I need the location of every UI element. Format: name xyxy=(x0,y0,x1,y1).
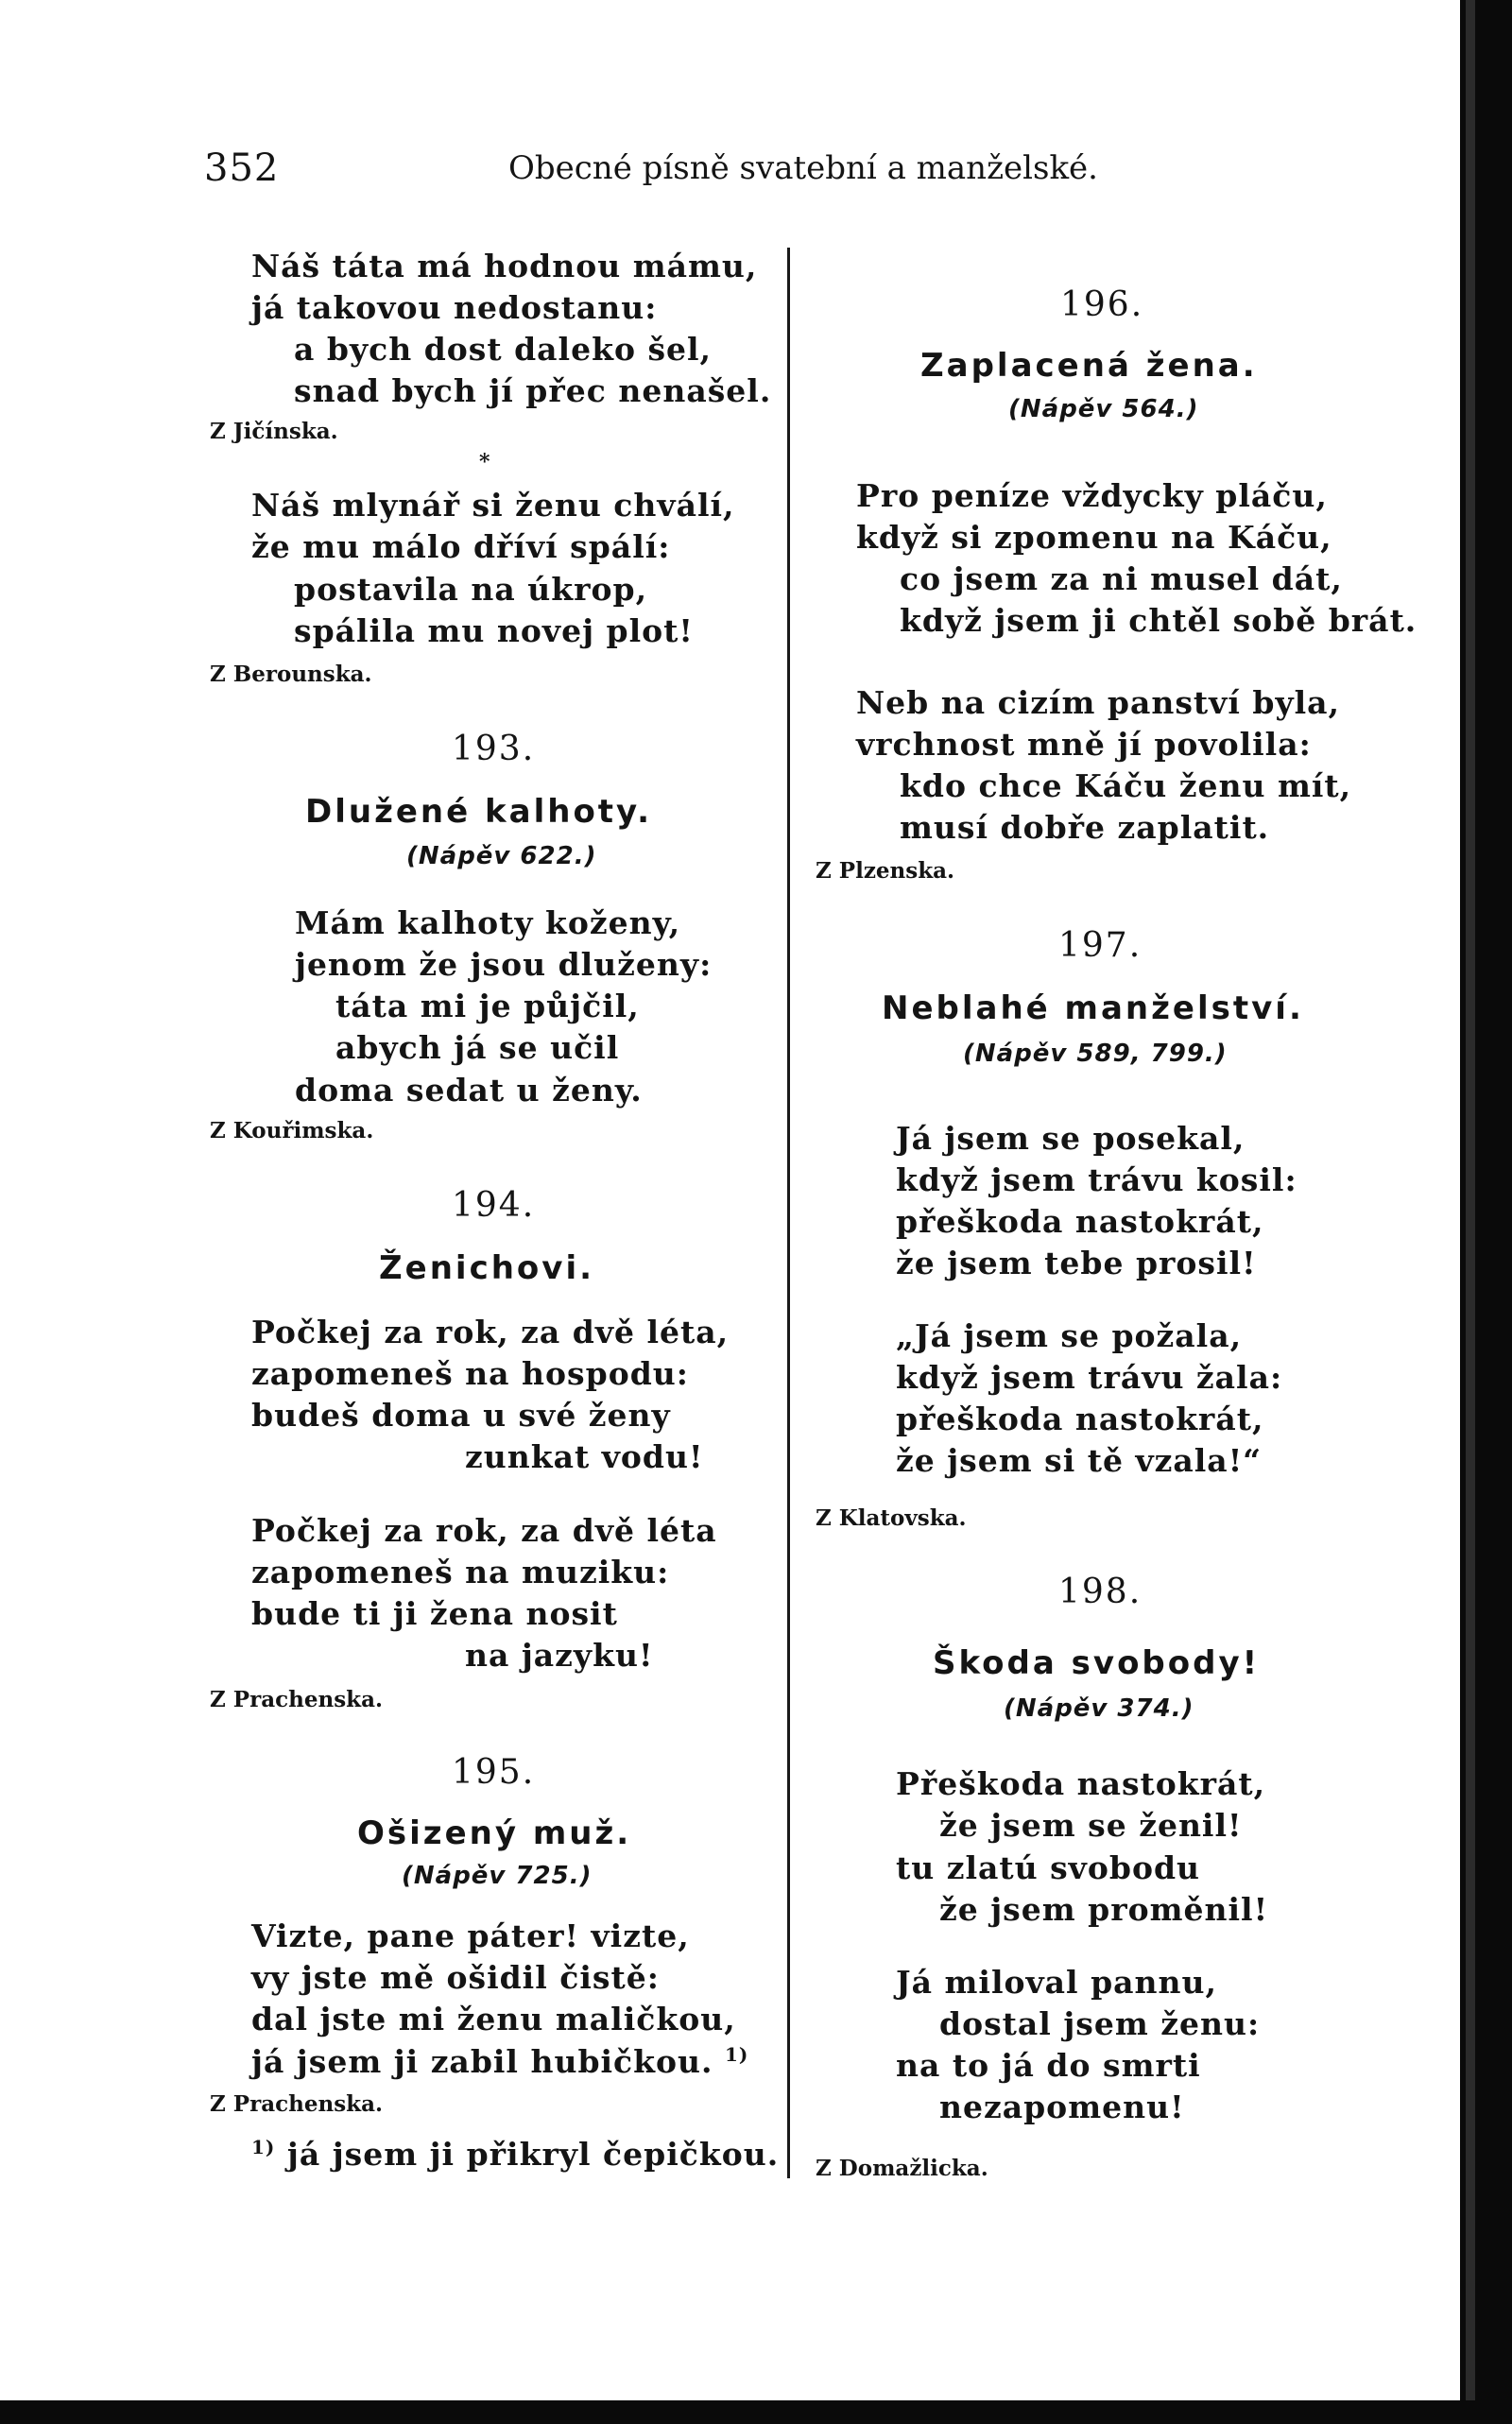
verse-line: kdo chce Káču ženu mít, xyxy=(900,767,1352,804)
verse-line: Mám kalhoty koženy, xyxy=(295,904,681,941)
verse-line: dal jste mi ženu maličkou, xyxy=(251,2001,736,2037)
region-source: Z Prachenska. xyxy=(210,1687,383,1712)
verse-line: vrchnost mně jí povolila: xyxy=(856,726,1312,763)
verse-line: já takovou nedostanu: xyxy=(251,289,658,326)
song-number: 193. xyxy=(452,730,536,768)
footnote-number: 1) xyxy=(251,2136,276,2158)
verse-line: vy jste mě ošidil čistě: xyxy=(251,1959,660,1996)
verse-line: nezapomenu! xyxy=(939,2089,1185,2125)
verse-line: Já jsem se posekal, xyxy=(896,1120,1246,1157)
verse-line: že mu málo dříví spálí: xyxy=(251,528,671,565)
verse-line xyxy=(251,2043,749,2080)
song-number: 198. xyxy=(1058,1573,1143,1611)
verse-line: zapomeneš na hospodu: xyxy=(251,1355,689,1392)
verse-line: dostal jsem ženu: xyxy=(939,2005,1261,2042)
verse-line: když si zpomenu na Káču, xyxy=(856,519,1332,556)
verse-line: že jsem si tě vzala!“ xyxy=(896,1442,1263,1479)
verse-line: jenom že jsou dluženy: xyxy=(295,946,713,983)
verse-line: zunkat vodu! xyxy=(465,1438,704,1475)
verse-line: tu zlatú svobodu xyxy=(896,1849,1201,1886)
verse-line: budeš doma u své ženy xyxy=(251,1397,671,1434)
verse-line: když jsem trávu kosil: xyxy=(896,1161,1297,1198)
song-number: 197. xyxy=(1058,926,1143,965)
verse-line: musí dobře zaplatit. xyxy=(900,809,1270,846)
region-source: Z Plzenska. xyxy=(816,858,955,884)
song-title: Ošizený muž. xyxy=(357,1814,632,1852)
verse-line: a bych dost daleko šel, xyxy=(294,331,713,368)
verse-line: když jsem trávu žala: xyxy=(896,1359,1283,1396)
region-source: Z Prachenska. xyxy=(210,2091,383,2117)
verse-line: na jazyku! xyxy=(465,1637,654,1674)
song-number: 195. xyxy=(452,1753,536,1792)
verse-line: Počkej za rok, za dvě léta, xyxy=(251,1314,730,1350)
verse-line: zapomeneš na muziku: xyxy=(251,1554,670,1590)
verse-line: že jsem tebe prosil! xyxy=(896,1245,1257,1281)
song-title: Ženichovi. xyxy=(379,1249,595,1287)
region-source: Z Kouřimska. xyxy=(210,1118,374,1143)
region-source: Z Berounska. xyxy=(210,662,372,687)
footnote-marker: 1) xyxy=(725,2043,749,2066)
verse-line: Vizte, pane páter! vizte, xyxy=(251,1917,690,1954)
verse-line: přeškoda nastokrát, xyxy=(896,1203,1264,1240)
footnote xyxy=(251,2136,780,2173)
region-source: Z Jičínska. xyxy=(210,419,338,444)
verse-line: „Já jsem se požala, xyxy=(896,1317,1243,1354)
melody-reference: (Nápěv 374.) xyxy=(1004,1694,1194,1723)
page-number: 352 xyxy=(204,146,280,190)
melody-reference: (Nápěv 622.) xyxy=(406,842,597,870)
scan-border-bottom xyxy=(0,2400,1512,2424)
verse-line: Náš mlynář si ženu chválí, xyxy=(251,487,735,524)
melody-reference: (Nápěv 564.) xyxy=(1008,395,1199,423)
verse-line: Přeškoda nastokrát, xyxy=(896,1765,1266,1802)
verse-line: Pro peníze vždycky pláču, xyxy=(856,477,1328,514)
verse-line: spálila mu novej plot! xyxy=(294,612,694,649)
verse-line: Náš táta má hodnou mámu, xyxy=(251,248,758,284)
scan-border-shadow xyxy=(1466,0,1475,2400)
melody-reference: (Nápěv 589, 799.) xyxy=(963,1040,1228,1068)
scan-border-corner xyxy=(0,2400,19,2424)
song-title: Zaplacená žena. xyxy=(920,347,1258,385)
verse-line: přeškoda nastokrát, xyxy=(896,1401,1264,1437)
verse-line: Neb na cizím panství byla, xyxy=(856,684,1341,721)
verse-line: postavila na úkrop, xyxy=(294,571,648,608)
asterisk-separator: * xyxy=(479,450,490,474)
verse-line: abych já se učil xyxy=(335,1029,620,1066)
verse-text: já jsem ji zabil hubičkou. xyxy=(251,2043,713,2080)
verse-line: že jsem se ženil! xyxy=(939,1807,1243,1844)
verse-line: táta mi je půjčil, xyxy=(335,988,640,1024)
song-number: 194. xyxy=(452,1186,536,1225)
verse-line: bude ti ji žena nosit xyxy=(251,1595,618,1632)
melody-reference: (Nápěv 725.) xyxy=(402,1862,593,1890)
verse-line: Já miloval pannu, xyxy=(896,1964,1217,2001)
song-title: Neblahé manželství. xyxy=(882,989,1304,1027)
region-source: Z Klatovska. xyxy=(816,1505,967,1531)
verse-line: co jsem za ni musel dát, xyxy=(900,560,1343,597)
verse-line: doma sedat u ženy. xyxy=(295,1072,643,1109)
verse-line: snad bych jí přec nenašel. xyxy=(294,372,772,409)
footnote-text: já jsem ji přikryl čepičkou. xyxy=(286,2136,780,2173)
song-title: Dlužené kalhoty. xyxy=(305,793,653,831)
song-number: 196. xyxy=(1060,285,1144,324)
song-title: Škoda svobody! xyxy=(933,1644,1261,1682)
running-header: Obecné písně svatební a manželské. xyxy=(508,149,1098,187)
region-source: Z Domažlicka. xyxy=(816,2156,988,2181)
verse-line: na to já do smrti xyxy=(896,2047,1201,2084)
verse-line: Počkej za rok, za dvě léta xyxy=(251,1512,717,1549)
verse-line: že jsem proměnil! xyxy=(939,1891,1269,1928)
right-column xyxy=(790,0,1460,2424)
verse-line: když jsem ji chtěl sobě brát. xyxy=(900,602,1418,639)
